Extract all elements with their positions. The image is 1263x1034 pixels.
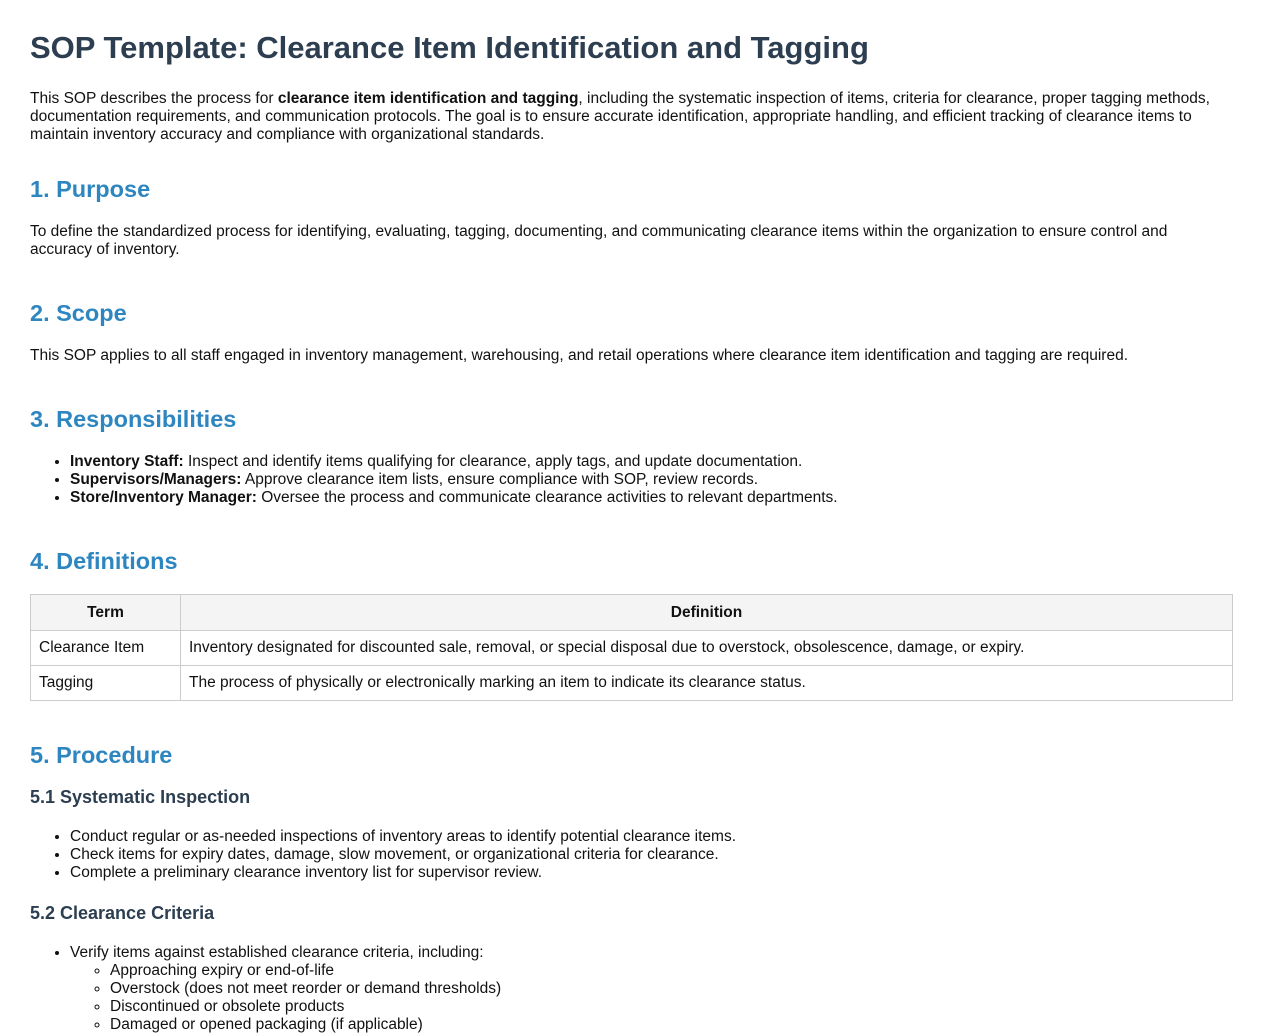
intro-paragraph — [30, 90, 1233, 144]
table-row — [31, 666, 1233, 701]
role-label: Store/Inventory Manager: — [70, 489, 257, 506]
scope-text: This SOP applies to all staff engaged in inventory management, warehousing, and retail operations where clearance item identification and tagging are required. — [30, 347, 1129, 364]
table-header-row — [31, 595, 1233, 631]
role-label: Supervisors/Managers: — [70, 471, 242, 488]
term-cell: Tagging — [31, 666, 181, 701]
list-item — [70, 489, 1233, 507]
definitions-table — [30, 594, 1233, 701]
list-item: • Check items for expiry dates, damage, slow movement, or organizational criteria for clearance. — [70, 846, 1233, 864]
role-description: Approve clearance item lists, ensure compliance with SOP, review records. — [241, 471, 759, 488]
role-description: Inspect and identify items qualifying for clearance, apply tags, and update documentation. — [183, 453, 803, 470]
term-cell: Clearance Item — [31, 631, 181, 666]
definition-cell: Inventory designated for discounted sale, removal, or special disposal due to overstock, obsolescence, damage, or expiry. — [181, 631, 1233, 666]
role-label: Inventory Staff: — [70, 453, 184, 470]
page-title: SOP Template: Clearance Item Identification and Tagging — [30, 30, 869, 65]
list-item — [70, 471, 1233, 489]
list-item — [70, 453, 1233, 471]
intro-text-after: , including the systematic inspection of items, criteria for clearance, proper tagging methods, documentation requirements, and communication protocols. The goal is to ensure accurate identification, appropriate handling, and efficient tracking of clearance items to maintain inventory accuracy and compliance with organizational standards. — [30, 90, 1210, 143]
role-description: Oversee the process and communicate clearance activities to relevant departments. — [256, 489, 838, 506]
sub-list-item: ◦ Discontinued or obsolete products — [110, 998, 1233, 1016]
intro-text-bold: clearance item identification and tagging — [277, 90, 579, 107]
table-row — [31, 631, 1233, 666]
definition-cell: The process of physically or electronically marking an item to indicate its clearance status. — [181, 666, 1233, 701]
criteria-sublist — [70, 962, 1233, 1034]
list-item: • Conduct regular or as-needed inspections of inventory areas to identify potential clearance items. — [70, 828, 1233, 846]
criteria-subheading: 5.2 Clearance Criteria — [30, 903, 215, 923]
responsibilities-heading: 3. Responsibilities — [30, 406, 237, 432]
purpose-heading: 1. Purpose — [30, 176, 151, 202]
scope-heading: 2. Scope — [30, 300, 127, 326]
procedure-heading: 5. Procedure — [30, 742, 173, 768]
intro-text-before: This SOP describes the process for — [30, 90, 278, 107]
inspection-subheading: 5.1 Systematic Inspection — [30, 787, 251, 807]
column-header-term: Term — [31, 595, 181, 631]
list-item — [70, 944, 1233, 1034]
sub-list-item: ◦ Approaching expiry or end-of-life — [110, 962, 1233, 980]
sub-list-item: ◦ Overstock (does not meet reorder or demand thresholds) — [110, 980, 1233, 998]
sub-list-item: ◦ Damaged or opened packaging (if applicable) — [110, 1016, 1233, 1034]
definitions-heading: 4. Definitions — [30, 548, 178, 574]
criteria-list — [30, 944, 1233, 1034]
inspection-list — [30, 828, 1233, 882]
column-header-definition: Definition — [181, 595, 1233, 631]
purpose-text: To define the standardized process for identifying, evaluating, tagging, documenting, and communicating clearance items within the organization to ensure control and accuracy of inventory. — [30, 223, 1168, 258]
responsibilities-list — [30, 453, 1233, 507]
list-item: • Complete a preliminary clearance inventory list for supervisor review. — [70, 864, 1233, 882]
criteria-lead: Verify items against established clearance criteria, including: — [70, 944, 484, 961]
